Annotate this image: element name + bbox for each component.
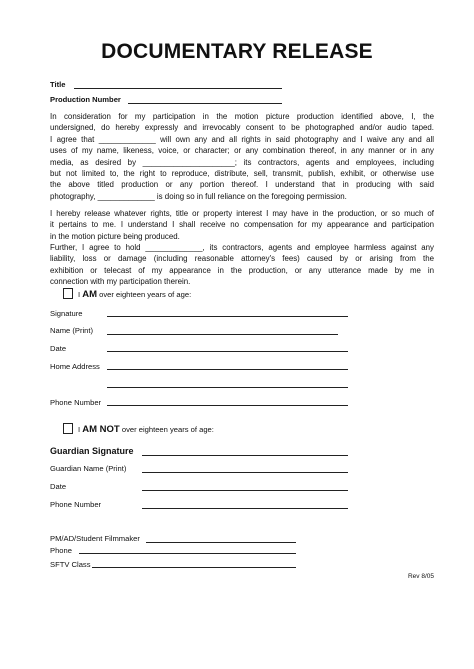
home-address-field[interactable] bbox=[107, 369, 348, 370]
home-address-field-2[interactable] bbox=[107, 387, 348, 388]
guardian-phone-field[interactable] bbox=[142, 508, 348, 509]
date-label: Date bbox=[50, 344, 67, 353]
filmmaker-phone-field[interactable] bbox=[79, 553, 296, 554]
checkbox-prefix: I bbox=[78, 425, 81, 434]
paragraph-line: connection with my participation therein. bbox=[50, 277, 191, 287]
checkbox-suffix: over eighteen years of age: bbox=[121, 425, 214, 434]
phone-number-label: Phone Number bbox=[50, 398, 102, 407]
sftv-class-field[interactable] bbox=[92, 567, 296, 568]
under-eighteen-checkbox[interactable] bbox=[63, 423, 73, 434]
under-eighteen-label bbox=[78, 424, 214, 435]
paragraph-line: but not limited to, the right to reproduce, distribute, sell, transmit, publish, exhibit, or otherwise use bbox=[50, 169, 434, 179]
name-print-field[interactable] bbox=[107, 334, 338, 335]
paragraph-line: I hereby release whatever rights, title or property interest I may have in the production, or so much of bbox=[50, 209, 434, 218]
checkbox-suffix: over eighteen years of age: bbox=[99, 290, 192, 299]
production-number-label: Production Number bbox=[50, 95, 121, 104]
signature-label: Signature bbox=[50, 309, 83, 318]
filmmaker-label: PM/AD/Student Filmmaker bbox=[50, 534, 140, 543]
guardian-signature-field[interactable] bbox=[142, 455, 348, 456]
revision-note: Rev 8/05 bbox=[407, 573, 434, 580]
guardian-name-field[interactable] bbox=[142, 472, 348, 473]
checkbox-prefix: I bbox=[78, 290, 81, 299]
signature-field[interactable] bbox=[107, 316, 348, 317]
paragraph-line: liability, loss or damage (including reasonable attorney's fees) caused by or arising from the bbox=[50, 254, 434, 264]
indemnity-paragraph bbox=[50, 242, 434, 288]
date-field[interactable] bbox=[107, 351, 348, 352]
filmmaker-field[interactable] bbox=[146, 542, 296, 543]
sftv-class-label: SFTV Class bbox=[50, 560, 91, 569]
over-eighteen-checkbox[interactable] bbox=[63, 288, 73, 299]
paragraph-line: uses of my name, likeness, voice, or character; or any combination thereof, in any manner or in any bbox=[50, 146, 434, 156]
checkbox-emphasis: AM NOT bbox=[82, 424, 120, 435]
paragraph-line: in the motion picture being produced. bbox=[50, 231, 180, 241]
paragraph-line: In consideration for my participation in the motion picture production identified above, I, the bbox=[50, 112, 434, 121]
release-paragraph bbox=[50, 208, 434, 242]
consent-paragraph bbox=[50, 111, 434, 202]
checkbox-emphasis: AM bbox=[82, 289, 98, 300]
production-number-field[interactable] bbox=[128, 103, 282, 104]
phone-number-field[interactable] bbox=[107, 405, 348, 406]
guardian-name-label: Guardian Name (Print) bbox=[50, 464, 127, 473]
guardian-date-field[interactable] bbox=[142, 490, 348, 491]
paragraph-line: photography, _____________ is doing so in full reliance on the foregoing permission. bbox=[50, 191, 347, 201]
form-title: DOCUMENTARY RELEASE bbox=[101, 40, 373, 63]
paragraph-line: exhibition or telecast of my appearance in the production, or any utterance made by me in bbox=[50, 265, 434, 275]
paragraph-line: undersigned, do hereby expressly and irrevocably consent to be photographed and/or audio taped. bbox=[50, 123, 434, 133]
guardian-phone-label: Phone Number bbox=[50, 500, 102, 509]
paragraph-line: it pertains to me. I understand I shall receive no compensation for my appearance and participation bbox=[50, 220, 434, 230]
paragraph-line: media, as desired by _____________________; its contractors, agents and employees, including bbox=[50, 157, 434, 167]
title-label: Title bbox=[50, 80, 66, 89]
paragraph-line: Further, I agree to hold _____________, its contractors, agents and employee harmless against any bbox=[50, 243, 434, 252]
guardian-signature-label: Guardian Signature bbox=[50, 446, 134, 456]
paragraph-line: the above titled production or any portion thereof. I understand that in producing with said bbox=[50, 180, 434, 190]
over-eighteen-label bbox=[78, 289, 191, 300]
filmmaker-phone-label: Phone bbox=[50, 546, 72, 555]
name-print-label: Name (Print) bbox=[50, 326, 94, 335]
title-field[interactable] bbox=[74, 88, 282, 89]
paragraph-line: I agree that _____________ will own any and all rights in said photography and I waive any and all bbox=[50, 134, 434, 144]
home-address-label: Home Address bbox=[50, 362, 100, 371]
guardian-date-label: Date bbox=[50, 482, 67, 491]
